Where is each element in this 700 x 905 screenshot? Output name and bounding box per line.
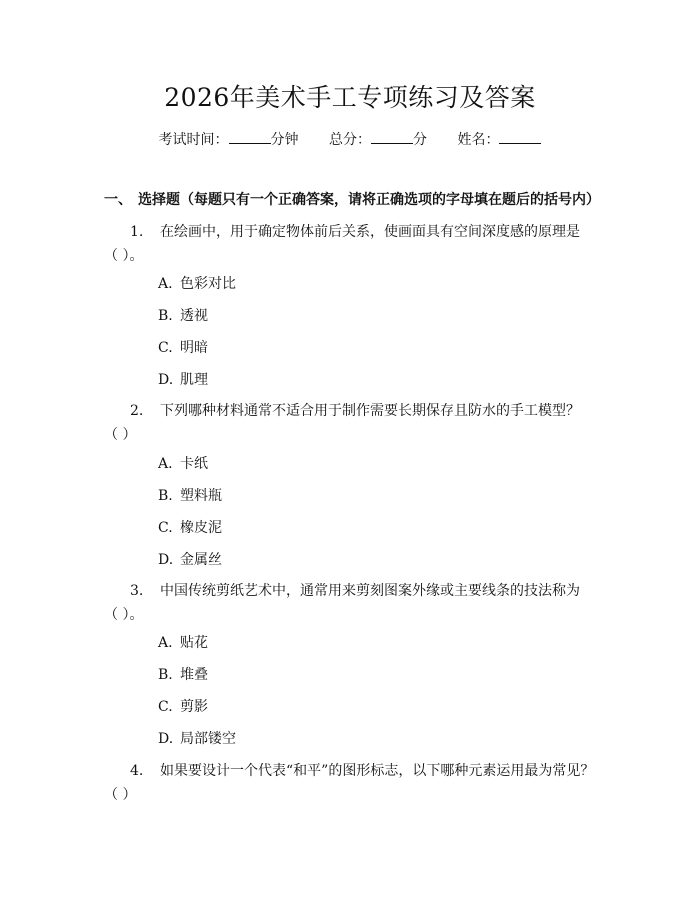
exam-time-field (159, 132, 299, 148)
option-text: 金属丝 (180, 552, 222, 568)
option-b (158, 665, 208, 685)
exam-info-row (0, 130, 700, 150)
option-a (158, 633, 208, 653)
section-heading (104, 190, 674, 210)
option-text: 卡纸 (180, 456, 208, 472)
section-number: 一、 (104, 192, 132, 208)
total-score-unit: 分 (413, 132, 427, 148)
student-name-blank (499, 130, 541, 144)
option-letter: B. (158, 667, 173, 683)
exam-time-blank (229, 130, 271, 144)
option-a (158, 274, 236, 294)
option-letter: D. (158, 552, 174, 568)
option-letter: D. (158, 372, 174, 388)
question-4 (106, 761, 686, 805)
option-d (158, 729, 236, 749)
option-c (158, 338, 208, 358)
section-instructions: 选择题（每题只有一个正确答案，请将正确选项的字母填在题后的括号内） (138, 192, 600, 208)
question-text: 如果要设计一个代表“和平”的图形标志，以下哪种元素运用最为常见？ (160, 763, 595, 779)
option-d (158, 370, 208, 390)
answer-bracket: （ ） (104, 787, 137, 803)
question-2 (106, 401, 686, 445)
total-score-blank (371, 130, 413, 144)
option-letter: B. (158, 308, 173, 324)
option-text: 塑料瓶 (180, 488, 222, 504)
option-text: 堆叠 (180, 667, 208, 683)
student-name-label: 姓名： (457, 132, 500, 148)
question-1 (106, 222, 686, 266)
total-score-field (329, 132, 427, 148)
question-number: 4. (130, 763, 144, 779)
total-score-label: 总分： (329, 132, 371, 148)
option-letter: A. (158, 456, 173, 472)
student-name-field (457, 132, 541, 148)
question-3 (106, 581, 686, 625)
option-text: 肌理 (180, 372, 208, 388)
option-text: 局部镂空 (180, 731, 236, 747)
answer-bracket: （ ）。 (104, 607, 144, 623)
exam-time-unit: 分钟 (270, 132, 299, 148)
option-text: 明暗 (180, 340, 208, 356)
question-number: 1. (130, 224, 144, 240)
option-text: 色彩对比 (180, 276, 236, 292)
option-b (158, 486, 222, 506)
option-letter: B. (158, 488, 173, 504)
option-text: 贴花 (180, 635, 208, 651)
option-letter: C. (158, 699, 173, 715)
page-title: 2026年美术手工专项练习及答案 (164, 83, 536, 112)
option-c (158, 697, 208, 717)
option-a (158, 454, 208, 474)
question-text: 下列哪种材料通常不适合用于制作需要长期保存且防水的手工模型？ (160, 403, 580, 419)
exam-time-label: 考试时间： (158, 132, 229, 148)
option-letter: D. (158, 731, 174, 747)
option-letter: A. (158, 635, 173, 651)
question-number: 3. (130, 583, 144, 599)
answer-bracket: （ ） (104, 427, 137, 443)
option-c (158, 518, 222, 538)
option-text: 透视 (180, 308, 208, 324)
question-text: 在绘画中，用于确定物体前后关系，使画面具有空间深度感的原理是 (160, 224, 580, 240)
option-letter: C. (158, 520, 173, 536)
option-text: 剪影 (180, 699, 208, 715)
option-text: 橡皮泥 (180, 520, 222, 536)
option-letter: C. (158, 340, 173, 356)
answer-bracket: （ ）。 (104, 248, 144, 264)
question-text: 中国传统剪纸艺术中，通常用来剪刻图案外缘或主要线条的技法称为 (160, 583, 580, 599)
question-number: 2. (130, 403, 144, 419)
option-b (158, 306, 208, 326)
option-letter: A. (158, 276, 173, 292)
option-d (158, 550, 222, 570)
